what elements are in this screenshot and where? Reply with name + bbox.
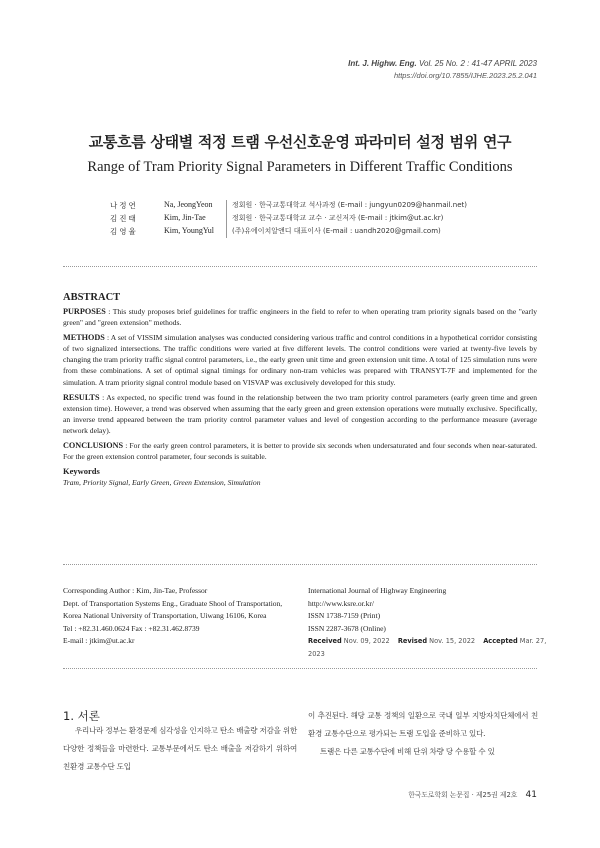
dotted-divider — [63, 266, 537, 267]
keywords-text: Tram, Priority Signal, Early Green, Green Extension, Simulation — [63, 478, 261, 488]
journal-issue: Vol. 25 No. 2 : 41-47 APRIL 2023 — [418, 59, 537, 68]
author-affiliation: 정회원 · 한국교통대학교 석사과정 (E-mail : jungyun0209@hanmail.net) — [232, 201, 467, 209]
methods-text: : A set of VISSIM simulation analyses was conducted considering various traffic and control conditions in a hypothetical corridor consisting of two signalized intersections. The traffic conditions were varied at five different levels. The control conditions were varied at twenty-five levels by changing the tram priority traffic signal control parameters, i.e., the early green unit time and green extension unit time. A total of 125 simulation runs were from these combinations. A set of optimal signal timings for ordinary non-tram vehicles was prepared with TRANSYT-7F and implemented for the simulation. A tram priority signal control module based on VISVAP was exclusively developed for this study. — [63, 333, 537, 387]
author-row — [0, 200, 600, 213]
correspondence-email[interactable]: E-mail : jtkim@ut.ac.kr — [63, 636, 135, 645]
received-label: Received — [308, 637, 342, 645]
history-dates — [308, 635, 548, 660]
abstract-results — [63, 392, 537, 436]
abstract-methods — [63, 332, 537, 387]
correspondence-line: Tel : +82.31.460.0624 Fax : +82.31.462.8739 — [63, 623, 200, 633]
doi-link[interactable]: https://doi.org/10.7855/IJHE.2023.25.2.041 — [393, 71, 537, 80]
title-korean: 교통흐름 상태별 적정 트램 우선신호운영 파라미터 설정 범위 연구 — [88, 133, 512, 151]
revised-date: Nov. 15, 2022 — [429, 637, 476, 645]
author-row — [0, 226, 600, 239]
methods-label: METHODS — [63, 333, 105, 343]
revised-label: Revised — [397, 637, 428, 645]
journal-info-block — [308, 585, 548, 660]
title-english: Range of Tram Priority Signal Parameters in Different Traffic Conditions — [87, 159, 513, 175]
body-column-left — [63, 722, 297, 777]
correspondence-line: Corresponding Author : Kim, Jin-Tae, Professor — [63, 586, 208, 595]
purposes-label: PURPOSES — [63, 307, 106, 316]
results-label: RESULTS — [63, 392, 100, 402]
body-column-right — [308, 707, 538, 762]
journal-url[interactable]: http://www.ksre.or.kr/ — [308, 598, 374, 608]
correspondence-line: Dept. of Transportation Systems Eng., Graduate Shool of Transportation, — [63, 598, 283, 608]
page-footer — [408, 789, 537, 800]
abstract-purposes — [63, 306, 537, 328]
body-paragraph: 트램은 다른 교통수단에 비해 단위 차량 당 수용할 수 있 — [320, 747, 495, 757]
issn-online: ISSN 2287-3678 (Online) — [308, 623, 386, 633]
page-number: 41 — [525, 790, 537, 800]
issn-print: ISSN 1738-7159 (Print) — [308, 611, 381, 620]
journal-abbreviation: Int. J. Highw. Eng. — [348, 59, 417, 68]
abstract-body — [63, 306, 537, 488]
footer-journal: 한국도로학회 논문집 · 제25권 제2호 — [408, 791, 518, 799]
body-paragraph: 이 추진된다. 해당 교통 정책의 일환으로 국내 일부 지방자치단체에서 친환경 교통수단으로 평가되는 트램 도입을 준비하고 있다. — [308, 711, 538, 739]
dotted-divider — [63, 668, 537, 669]
author-name-korean: 나정연 — [110, 201, 138, 210]
conclusions-label: CONCLUSIONS — [63, 441, 124, 451]
section-heading: 1. 서론 — [63, 709, 100, 723]
author-name-english: Na, JeongYeon — [164, 200, 213, 209]
correspondence-block — [63, 585, 303, 648]
keywords-heading: Keywords — [63, 466, 100, 477]
author-name-english: Kim, YoungYul — [164, 226, 215, 235]
body-paragraph: 우리나라 정부는 환경문제 심각성을 인지하고 탄소 배출량 저감을 위한 다양한 정책들을 마련한다. 교통부문에서도 탄소 배출을 저감하기 위하여 친환경 교통수단 도입 — [63, 726, 297, 772]
correspondence-line: Korea National University of Transportation, Uiwang 16106, Korea — [63, 611, 267, 620]
journal-name: International Journal of Highway Engineering — [308, 586, 447, 595]
author-affiliation: 정회원 · 한국교통대학교 교수 · 교신저자 (E-mail : jtkim@ut.ac.kr) — [232, 214, 444, 222]
author-row — [0, 213, 600, 226]
author-divider — [226, 200, 227, 238]
abstract-heading: ABSTRACT — [63, 292, 121, 303]
author-name-korean: 김진태 — [110, 214, 138, 223]
conclusions-text: : For the early green control parameters, it is better to provide six seconds when undersaturated and four seconds when near-saturated. For the green extension control parameter, four seconds is suitable. — [63, 441, 537, 462]
dotted-divider — [63, 564, 537, 565]
results-text: : As expected, no specific trend was found in the relationship between the two tram priority control parameters (early green time and green extension time). However, a trend was observed when assuming that the early green and green extension operations were mutually exclusive. Specifically, an inverse trend appeared between the tram priority control parameter values and level of congestion according to the performance measure (average network delay). — [63, 392, 537, 435]
author-affiliation: (주)유에이치알앤디 대표이사 (E-mail : uandh2020@gmail.com) — [232, 227, 441, 235]
author-list — [0, 200, 600, 239]
purposes-text: : This study proposes brief guidelines for traffic engineers in the field to refer to when operating tram priority signals based on the "early green" and "green extension" methods. — [63, 307, 537, 328]
abstract-conclusions — [63, 440, 537, 462]
journal-header — [348, 59, 537, 68]
author-name-korean: 김영율 — [110, 227, 138, 236]
received-date: Nov. 09, 2022 — [343, 637, 390, 645]
accepted-label: Accepted — [483, 637, 518, 645]
author-name-english: Kim, Jin-Tae — [164, 213, 206, 222]
accepted-date: Mar. 27, 2023 — [308, 637, 547, 658]
